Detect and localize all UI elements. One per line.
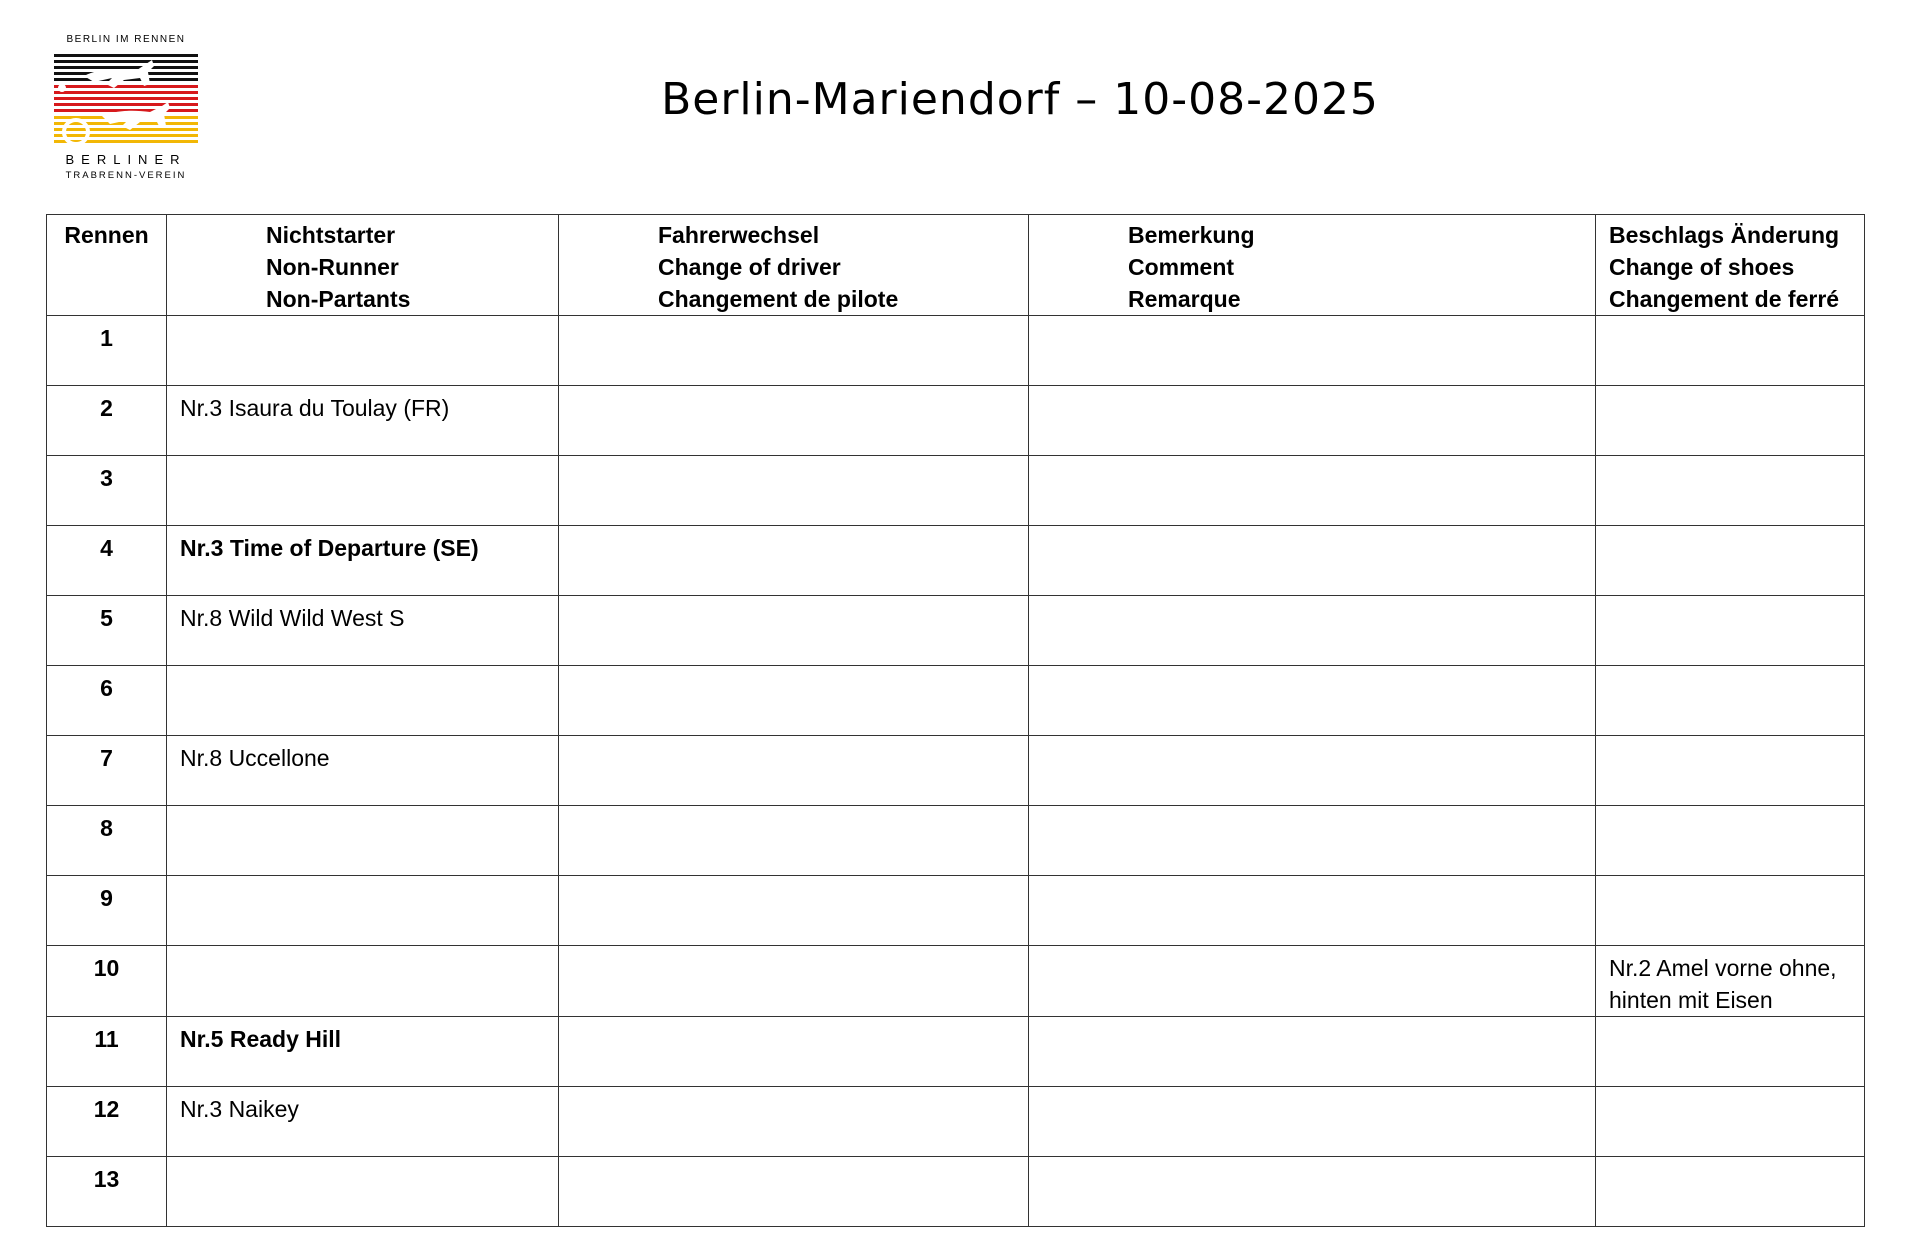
shoes-change-cell	[1596, 526, 1865, 596]
table-row	[47, 666, 1865, 736]
shoes-change-cell-text	[1596, 1017, 1864, 1023]
race-number-cell	[47, 596, 167, 666]
comment-cell	[1029, 456, 1596, 526]
nonrunner-cell	[167, 1017, 559, 1087]
header-line: Remarque	[1128, 286, 1241, 312]
race-number-cell	[47, 666, 167, 736]
header-line: Beschlags Änderung	[1609, 222, 1840, 248]
driver-change-cell-text	[559, 666, 1028, 672]
comment-cell	[1029, 316, 1596, 386]
driver-change-cell-text	[559, 876, 1028, 882]
table-row	[47, 456, 1865, 526]
header-line: Non-Runner	[266, 254, 399, 280]
race-number-cell-text: 8	[100, 815, 113, 841]
nonrunner-cell-text: Nr.3 Time of Departure (SE)	[180, 535, 479, 561]
driver-change-cell	[559, 806, 1029, 876]
nonrunner-cell-text: Nr.5 Ready Hill	[180, 1026, 342, 1052]
driver-change-cell	[559, 526, 1029, 596]
shoes-change-cell-text: Nr.2 Amel vorne ohne, hinten mit Eisen	[1609, 955, 1837, 1013]
header-race	[47, 215, 167, 316]
driver-change-cell	[559, 386, 1029, 456]
shoes-change-cell-text	[1596, 876, 1864, 882]
shoes-change-cell-text	[1596, 526, 1864, 532]
nonrunner-cell	[167, 526, 559, 596]
nonrunner-cell	[167, 316, 559, 386]
driver-change-cell-text	[559, 736, 1028, 742]
race-number-cell-text: 5	[100, 605, 113, 631]
logo-horse-stripes-icon	[54, 54, 198, 148]
header-line: Change of driver	[658, 254, 841, 280]
shoes-change-cell	[1596, 456, 1865, 526]
race-number-cell	[47, 1157, 167, 1227]
driver-change-cell	[559, 1157, 1029, 1227]
driver-change-cell	[559, 596, 1029, 666]
header-line: Bemerkung	[1128, 222, 1255, 248]
logo-top-text: BERLIN IM RENNEN	[66, 34, 186, 45]
race-number-cell-text: 12	[93, 1096, 120, 1122]
shoes-change-cell-text	[1596, 666, 1864, 672]
driver-change-cell	[559, 316, 1029, 386]
table-row	[47, 876, 1865, 946]
race-number-cell	[47, 1087, 167, 1157]
comment-cell-text	[1029, 666, 1595, 672]
table-row	[47, 806, 1865, 876]
comment-cell	[1029, 666, 1596, 736]
shoes-change-cell-text	[1596, 736, 1864, 742]
shoes-change-cell	[1596, 1087, 1865, 1157]
driver-change-cell	[559, 946, 1029, 1017]
logo	[54, 34, 198, 184]
nonrunner-cell-text	[167, 946, 558, 952]
comment-cell-text	[1029, 1087, 1595, 1093]
driver-change-cell-text	[559, 456, 1028, 462]
header-line: Rennen	[64, 222, 149, 248]
shoes-change-cell-text	[1596, 1087, 1864, 1093]
header-line: Changement de ferré	[1609, 286, 1840, 312]
race-number-cell-text: 1	[100, 325, 113, 351]
shoes-change-cell	[1596, 736, 1865, 806]
table-row	[47, 1157, 1865, 1227]
comment-cell	[1029, 876, 1596, 946]
nonrunner-cell-text	[167, 1157, 558, 1163]
nonrunner-cell	[167, 596, 559, 666]
nonrunner-cell-text	[167, 456, 558, 462]
nonrunner-cell	[167, 666, 559, 736]
driver-change-cell-text	[559, 1157, 1028, 1163]
table-row	[47, 1017, 1865, 1087]
comment-cell-text	[1029, 1017, 1595, 1023]
race-number-cell-text: 3	[100, 465, 113, 491]
comment-cell-text	[1029, 596, 1595, 602]
driver-change-cell-text	[559, 386, 1028, 392]
nonrunner-cell	[167, 736, 559, 806]
nonrunner-cell-text: Nr.3 Isaura du Toulay (FR)	[180, 395, 450, 421]
comment-cell	[1029, 1087, 1596, 1157]
comment-cell-text	[1029, 806, 1595, 812]
shoes-change-cell	[1596, 386, 1865, 456]
table-row	[47, 736, 1865, 806]
driver-change-cell-text	[559, 526, 1028, 532]
shoes-change-cell	[1596, 876, 1865, 946]
logo-name: BERLINER	[65, 152, 187, 167]
shoes-change-cell	[1596, 1157, 1865, 1227]
nonrunner-cell	[167, 1157, 559, 1227]
race-number-cell	[47, 456, 167, 526]
race-number-cell	[47, 946, 167, 1017]
table-header-row	[47, 215, 1865, 316]
shoes-change-cell	[1596, 596, 1865, 666]
nonrunner-cell-text: Nr.8 Wild Wild West S	[180, 605, 405, 631]
comment-cell	[1029, 1157, 1596, 1227]
race-number-cell	[47, 876, 167, 946]
race-number-cell-text: 2	[100, 395, 113, 421]
header-driver-change	[559, 215, 1029, 316]
shoes-change-cell-text	[1596, 1157, 1864, 1163]
comment-cell	[1029, 1017, 1596, 1087]
shoes-change-cell-text	[1596, 386, 1864, 392]
comment-cell	[1029, 946, 1596, 1017]
shoes-change-cell	[1596, 666, 1865, 736]
nonrunner-cell	[167, 1087, 559, 1157]
race-number-cell-text: 9	[100, 885, 113, 911]
header-nonrunner	[167, 215, 559, 316]
nonrunner-table	[46, 214, 1865, 1227]
comment-cell	[1029, 386, 1596, 456]
comment-cell	[1029, 806, 1596, 876]
race-number-cell-text: 10	[93, 955, 120, 981]
shoes-change-cell-text	[1596, 316, 1864, 322]
nonrunner-cell-text: Nr.3 Naikey	[180, 1096, 299, 1122]
table-row	[47, 596, 1865, 666]
driver-change-cell	[559, 736, 1029, 806]
comment-cell-text	[1029, 386, 1595, 392]
race-number-cell-text: 4	[100, 535, 113, 561]
race-number-cell-text: 11	[94, 1026, 119, 1052]
driver-change-cell	[559, 666, 1029, 736]
nonrunner-cell-text	[167, 876, 558, 882]
header-line: Nichtstarter	[266, 222, 396, 248]
header-line: Changement de pilote	[658, 286, 899, 312]
driver-change-cell	[559, 1087, 1029, 1157]
header-comment	[1029, 215, 1596, 316]
nonrunner-cell-text	[167, 806, 558, 812]
race-number-cell	[47, 526, 167, 596]
nonrunner-cell	[167, 876, 559, 946]
comment-cell-text	[1029, 526, 1595, 532]
shoes-change-cell	[1596, 1017, 1865, 1087]
comment-cell-text	[1029, 946, 1595, 952]
comment-cell-text	[1029, 456, 1595, 462]
table-row	[47, 526, 1865, 596]
driver-change-cell-text	[559, 946, 1028, 952]
race-number-cell	[47, 386, 167, 456]
race-number-cell	[47, 1017, 167, 1087]
nonrunner-cell-text	[167, 666, 558, 672]
logo-subtitle: TRABRENN-VEREIN	[65, 170, 187, 181]
shoes-change-cell-text	[1596, 596, 1864, 602]
header-line: Non-Partants	[266, 286, 411, 312]
comment-cell-text	[1029, 876, 1595, 882]
comment-cell	[1029, 596, 1596, 666]
header-line: Fahrerwechsel	[658, 222, 820, 248]
driver-change-cell-text	[559, 596, 1028, 602]
comment-cell-text	[1029, 1157, 1595, 1163]
comment-cell-text	[1029, 316, 1595, 322]
table-row	[47, 386, 1865, 456]
table-row	[47, 316, 1865, 386]
header-line: Comment	[1128, 254, 1235, 280]
comment-cell	[1029, 736, 1596, 806]
driver-change-cell-text	[559, 806, 1028, 812]
race-number-cell-text: 6	[100, 675, 113, 701]
comment-cell-text	[1029, 736, 1595, 742]
driver-change-cell	[559, 456, 1029, 526]
nonrunner-cell	[167, 456, 559, 526]
race-number-cell	[47, 736, 167, 806]
nonrunner-cell-text	[167, 316, 558, 322]
shoes-change-cell	[1596, 806, 1865, 876]
shoes-change-cell-text	[1596, 806, 1864, 812]
shoes-change-cell	[1596, 316, 1865, 386]
nonrunner-cell	[167, 946, 559, 1017]
driver-change-cell-text	[559, 1017, 1028, 1023]
shoes-change-cell-text	[1596, 456, 1864, 462]
comment-cell	[1029, 526, 1596, 596]
header-shoes-change	[1596, 215, 1865, 316]
table-row	[47, 1087, 1865, 1157]
nonrunner-cell	[167, 806, 559, 876]
race-number-cell-text: 13	[93, 1166, 120, 1192]
race-number-cell	[47, 316, 167, 386]
driver-change-cell	[559, 876, 1029, 946]
nonrunner-cell-text: Nr.8 Uccellone	[180, 745, 330, 771]
header-line: Change of shoes	[1609, 254, 1795, 280]
table-row	[47, 946, 1865, 1017]
race-number-cell	[47, 806, 167, 876]
shoes-change-cell	[1596, 946, 1865, 1017]
race-number-cell-text: 7	[100, 745, 113, 771]
driver-change-cell	[559, 1017, 1029, 1087]
nonrunner-cell	[167, 386, 559, 456]
driver-change-cell-text	[559, 316, 1028, 322]
driver-change-cell-text	[559, 1087, 1028, 1093]
page-title: Berlin-Mariendorf – 10-08-2025	[661, 74, 1379, 125]
